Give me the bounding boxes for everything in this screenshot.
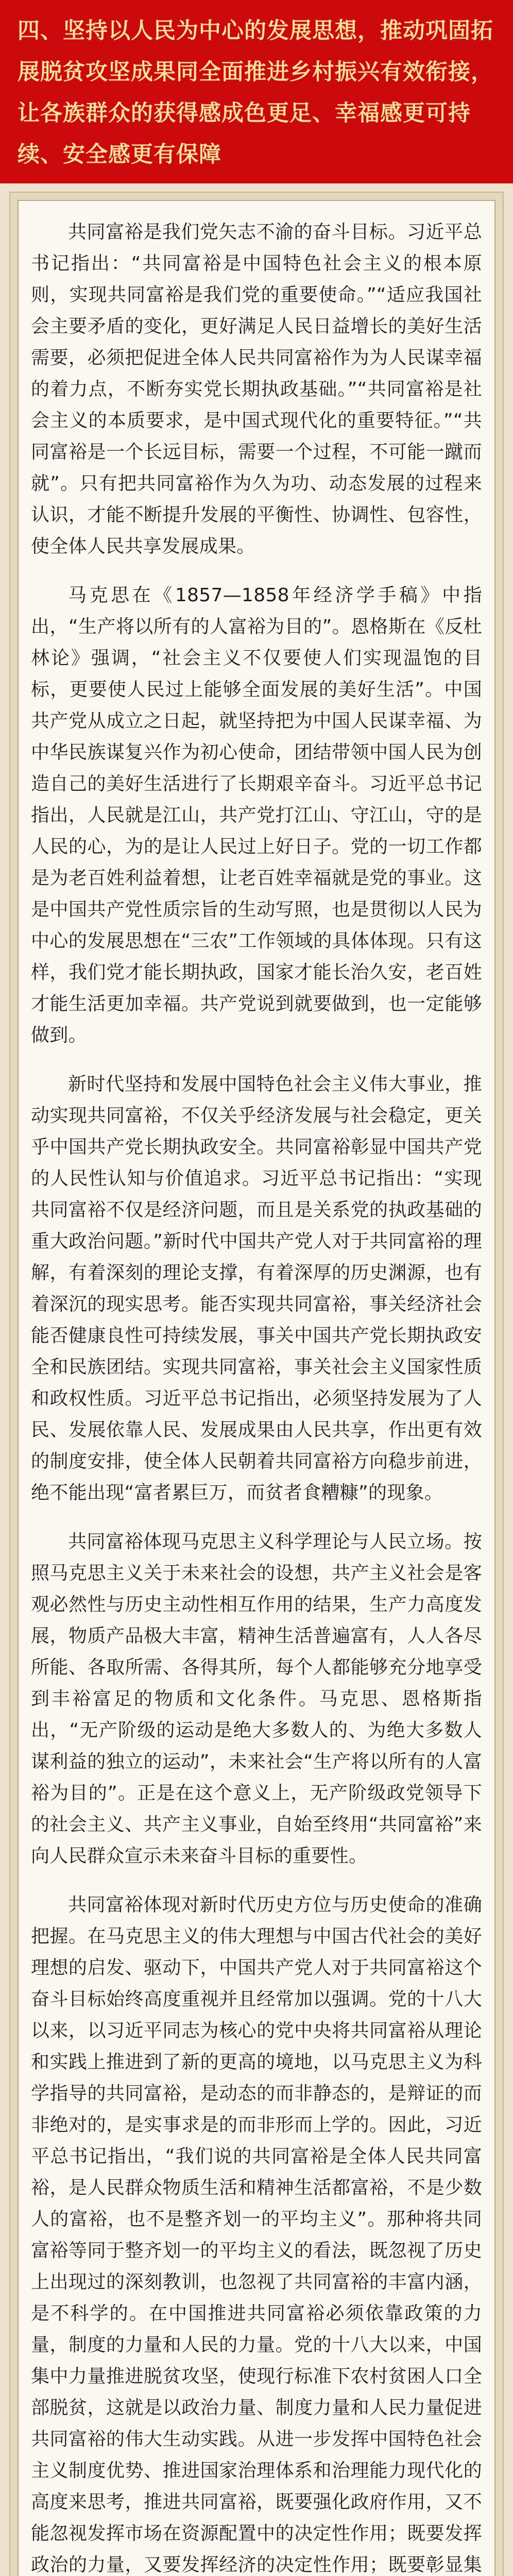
article-frame xyxy=(9,192,504,2576)
section-title: 四、坚持以人民为中心的发展思想，推动巩固拓展脱贫攻坚成果同全面推进乡村振兴有效衔接，让各族群众的获得感成色更足、幸福感更可持续、安全感更有保障 xyxy=(18,18,493,167)
article-body xyxy=(18,200,495,2576)
article-paragraph-3: 新时代坚持和发展中国特色社会主义伟大事业，推动实现共同富裕，不仅关乎经济发展与社会稳定，更关乎中国共产党长期执政安全。共同富裕彰显中国共产党的人民性认知与价值追求。习近平总书记指出：“实现共同富裕不仅是经济问题，而且是关系党的执政基础的重大政治问题。”新时代中国共产党人对于共同富裕的理解，有着深刻的理论支撑，有着深厚的历史渊源，也有着深沉的现实思考。能否实现共同富裕，事关经济社会能否健康良性可持续发展，事关中国共产党长期执政安全和民族团结。实现共同富裕，事关社会主义国家性质和政权性质。习近平总书记指出，必须坚持发展为了人民、发展依靠人民、发展成果由人民共享，作出更有效的制度安排，使全体人民朝着共同富裕方向稳步前进，绝不能出现“富者累巨万，而贫者食糟糠”的现象。 xyxy=(31,1074,482,1503)
article-paragraph-4: 共同富裕体现马克思主义科学理论与人民立场。按照马克思主义关于未来社会的设想，共产主义社会是客观必然性与历史主动性相互作用的结果，生产力高度发展，物质产品极大丰富，精神生活普遍富有，人人各尽所能、各取所需、各得其所，每个人都能够充分地享受到丰裕富足的物质和文化条件。马克思、恩格斯指出，“无产阶级的运动是绝大多数人的、为绝大多数人谋利益的独立的运动”，未来社会“生产将以所有的人富裕为目的”。正是在这个意义上，无产阶级政党领导下的社会主义、共产主义事业，自始至终用“共同富裕”来向人民群众宣示未来奋斗目标的重要性。 xyxy=(31,1531,482,1867)
section-header xyxy=(0,0,513,183)
article-paragraph-5: 共同富裕体现对新时代历史方位与历史使命的准确把握。在马克思主义的伟大理想与中国古代社会的美好理想的启发、驱动下，中国共产党人对于共同富裕这个奋斗目标始终高度重视并且经常加以强调。党的十八大以来，以习近平同志为核心的党中央将共同富裕从理论和实践上推进到了新的更高的境地，以马克思主义为科学指导的共同富裕，是动态的而非静态的，是辩证的而非绝对的，是实事求是的而非形而上学的。因此，习近平总书记指出，“我们说的共同富裕是全体人民共同富裕，是人民群众物质生活和精神生活都富裕，不是少数人的富裕，也不是整齐划一的平均主义”。那种将共同富裕等同于整齐划一的平均主义的看法，既忽视了历史上出现过的深刻教训，也忽视了共同富裕的丰富内涵，是不科学的。在中国推进共同富裕必须依靠政策的力量，制度的力量和人民的力量。党的十八大以来，中国集中力量推进脱贫攻坚，使现行标准下农村贫困人口全部脱贫，这就是以政治力量、制度力量和人民力量促进共同富裕的伟大生动实践。从进一步发挥中国特色社会主义制度优势、推进国家治理体系和治理能力现代化的高度来思考，推进共同富裕，既要强化政府作用，又不能忽视发挥市场在资源配置中的决定性作用；既要发挥政治的力量，又要发挥经济的决定性作用；既要彰显集 xyxy=(31,1894,482,2575)
article-paragraph-2: 马克思在《1857—1858年经济学手稿》中指出，“生产将以所有的人富裕为目的”。恩格斯在《反杜林论》强调，“社会主义不仅要使人们实现温饱的目标，更要使人民过上能够全面发展的美好生活”。中国共产党从成立之日起，就坚持把为中国人民谋幸福、为中华民族谋复兴作为初心使命，团结带领中国人民为创造自己的美好生活进行了长期艰辛奋斗。习近平总书记指出，人民就是江山，共产党打江山、守江山，守的是人民的心，为的是让人民过上好日子。党的一切工作都是为老百姓利益着想，让老百姓幸福就是党的事业。这是中国共产党性质宗旨的生动写照，也是贯彻以人民为中心的发展思想在“三农”工作领域的具体体现。只有这样，我们党才能长期执政，国家才能长治久安，老百姓才能生活更加幸福。共产党说到就要做到，也一定能够做到。 xyxy=(31,585,482,1046)
article-paragraph-1: 共同富裕是我们党矢志不渝的奋斗目标。习近平总书记指出：“共同富裕是中国特色社会主义的根本原则，实现共同富裕是我们党的重要使命。”“适应我国社会主要矛盾的变化，更好满足人民日益增长的美好生活需要，必须把促进全体人民共同富裕作为为人民谋幸福的着力点，不断夯实党长期执政基础。”“共同富裕是社会主义的本质要求，是中国式现代化的重要特征。”“共同富裕是一个长远目标，需要一个过程，不可能一蹴而就”。只有把共同富裕作为久为功、动态发展的过程来认识，才能不断提升发展的平衡性、协调性、包容性，使全体人民共享发展成果。 xyxy=(31,222,482,557)
